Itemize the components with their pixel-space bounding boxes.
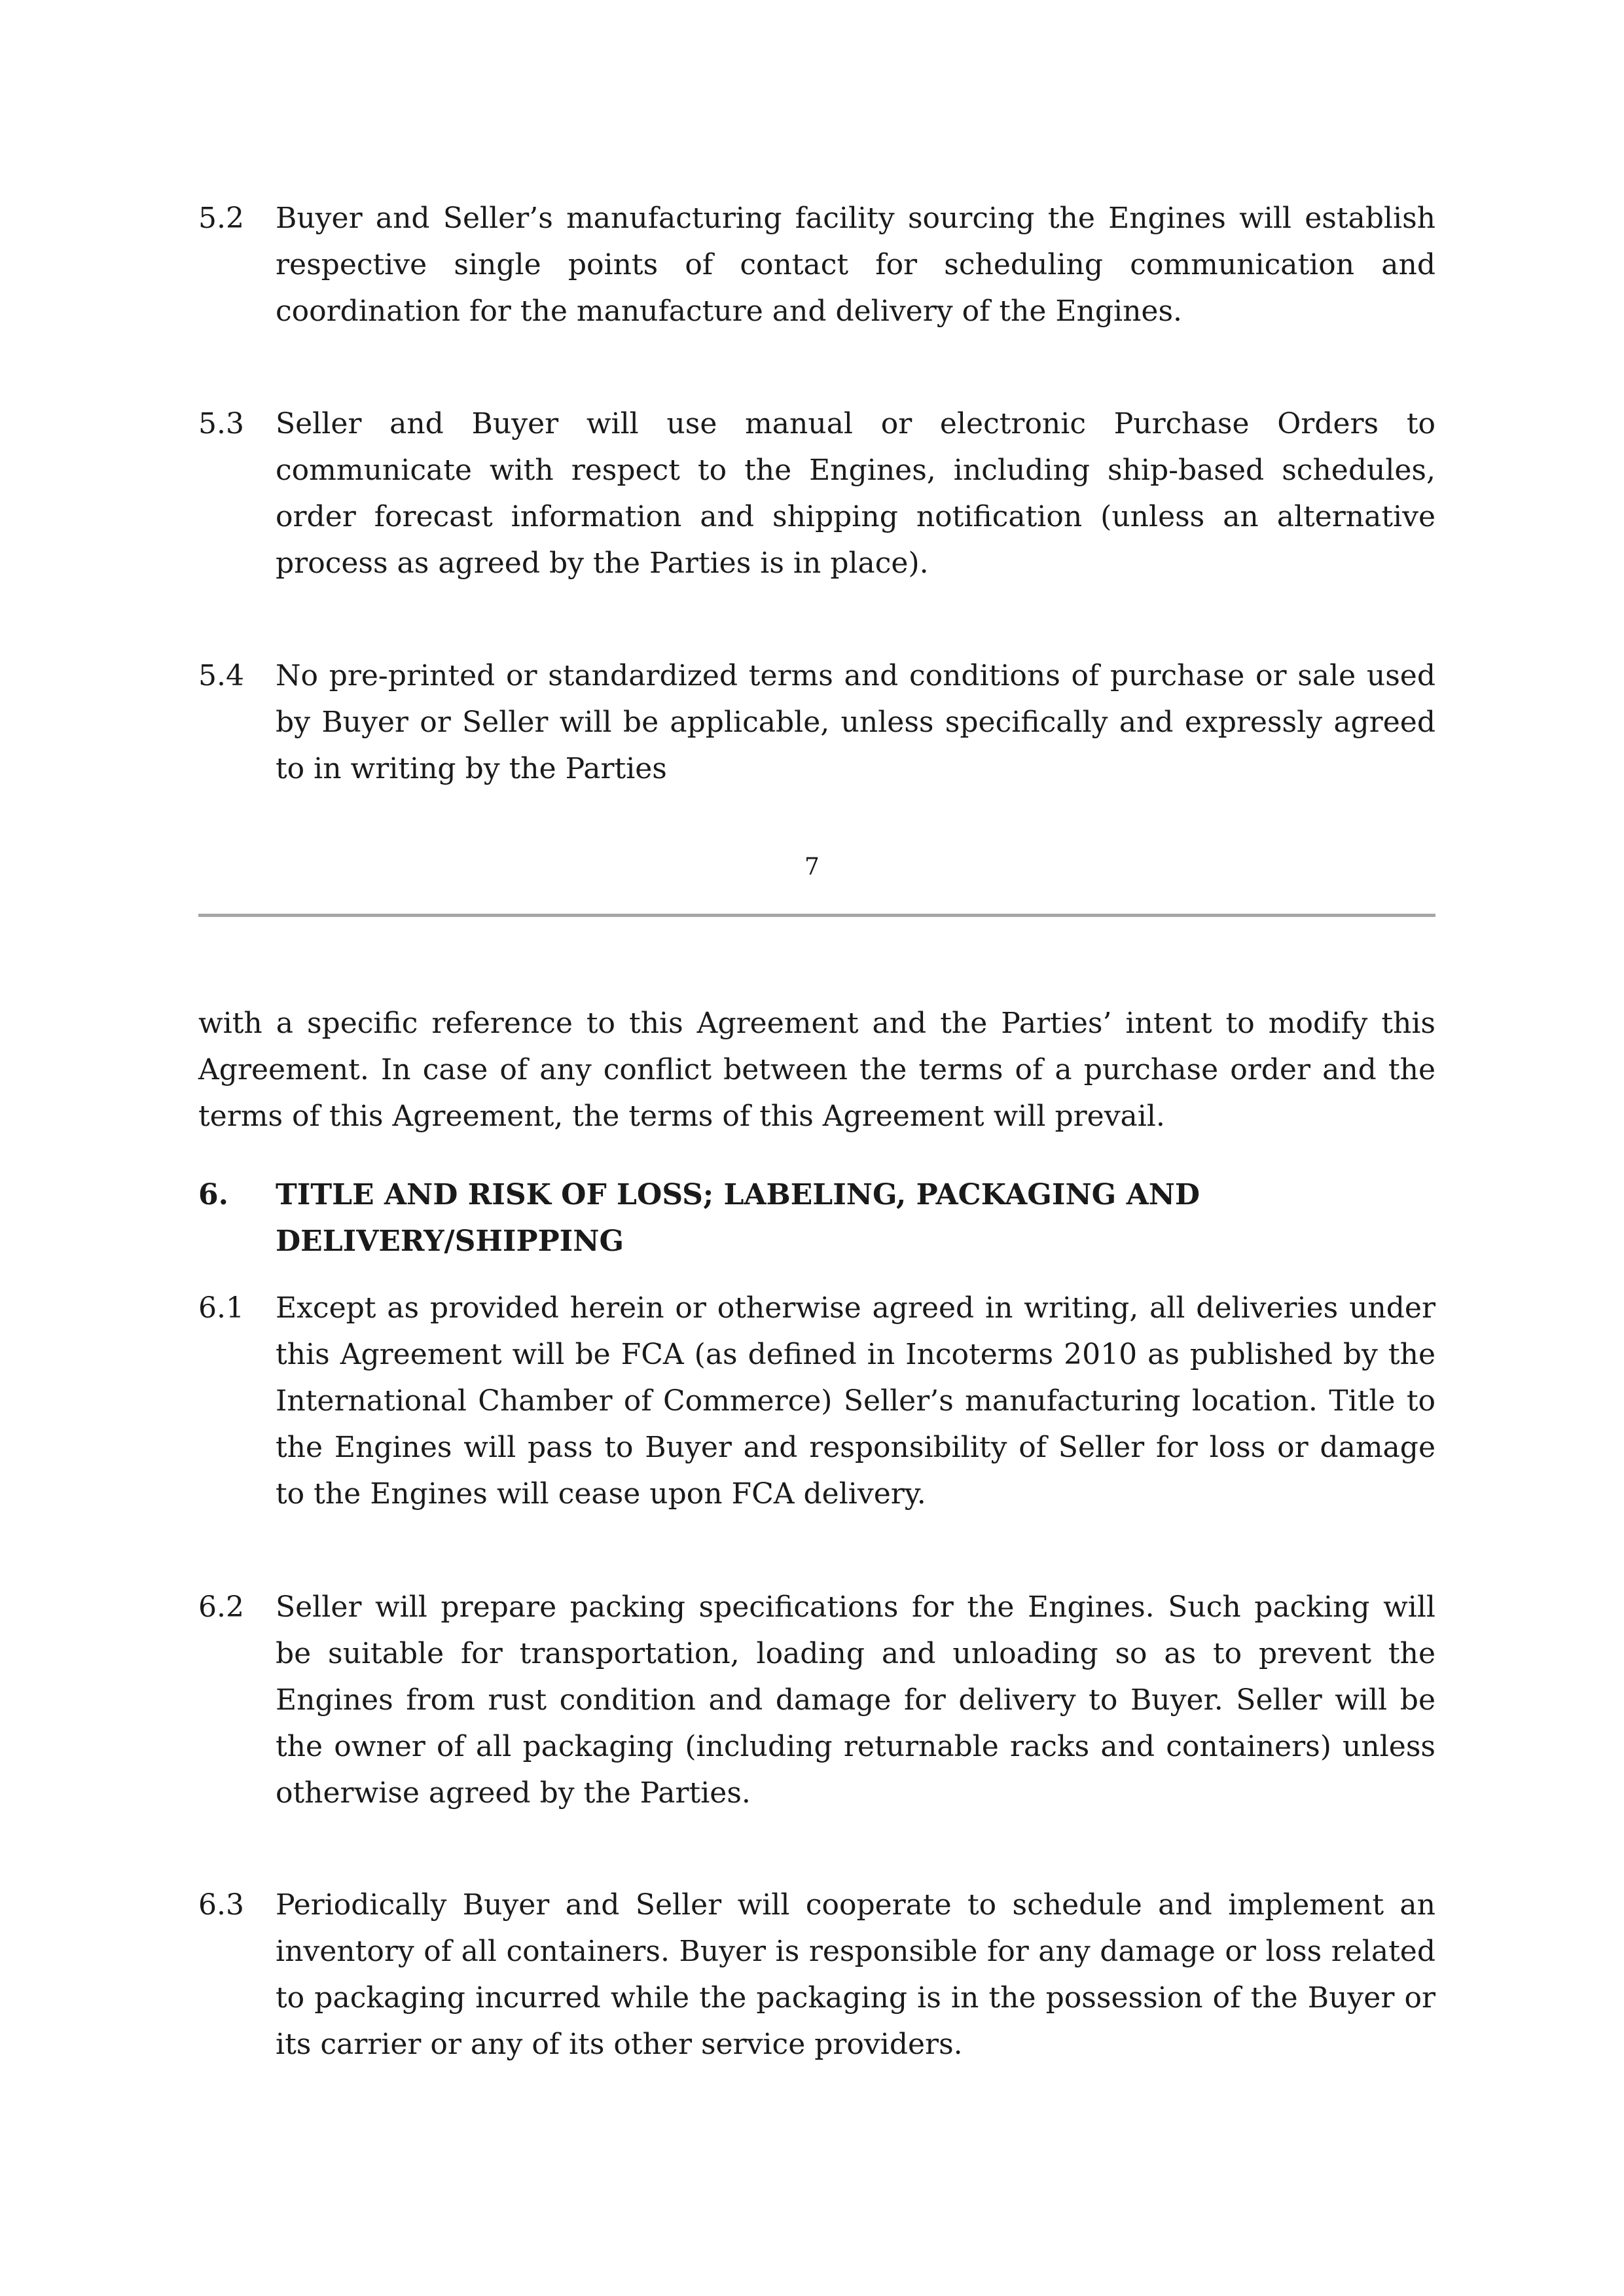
clause-6-3 [198,1882,1435,2068]
section-title: TITLE AND RISK OF LOSS; LABELING, PACKAGING AND DELIVERY/SHIPPING [276,1178,1200,1258]
clause-5-2 [198,195,1435,334]
continuation-paragraph: with a specific reference to this Agreement and the Parties’ intent to modify this Agreement. In case of any conflict between the terms of a purchase order and the terms of this Agreement, the terms of this Agreement will prevail. [198,1007,1435,1133]
clause-text: No pre-printed or standardized terms and conditions of purchase or sale used by Buyer or Seller will be applicable, unless specifically and expressly agreed to in writing by the Parties [276,659,1435,785]
clause-number: 6.2 [198,1590,244,1624]
clause-text: Seller and Buyer will use manual or electronic Purchase Orders to communicate with respect to the Engines, including ship-based schedules, order forecast information and shipping notification (unless an alternative process as agreed by the Parties is in place). [276,407,1435,580]
clause-number: 6.3 [198,1888,244,1922]
clause-text: Except as provided herein or otherwise agreed in writing, all deliveries under this Agreement will be FCA (as defined in Incoterms 2010 as published by the International Chamber of Commerce) Seller’s manufacturing location. Title to the Engines will pass to Buyer and responsibility of Seller for loss or damage to the Engines will cease upon FCA delivery. [276,1291,1435,1511]
clause-number: 5.3 [198,407,244,440]
section-number: 6. [198,1178,228,1211]
page-break-rule [198,914,1435,917]
clause-5-4 [198,653,1435,792]
clause-5-3 [198,401,1435,586]
clause-text: Seller will prepare packing specifications for the Engines. Such packing will be suitable for transportation, loading and unloading so as to prevent the Engines from rust condition and damage for delivery to Buyer. Seller will be the owner of all packaging (including returnable racks and containers) unless otherwise agreed by the Parties. [276,1590,1435,1810]
clause-6-1 [198,1285,1435,1517]
section-heading [198,1172,1435,1265]
clause-text: Buyer and Seller’s manufacturing facility sourcing the Engines will establish respective single points of contact for scheduling communication and coordination for the manufacture and delivery of the Engines. [276,202,1435,328]
clause-6-2 [198,1584,1435,1816]
page-number: 7 [804,853,820,880]
clause-text: Periodically Buyer and Seller will cooperate to schedule and implement an inventory of all containers. Buyer is responsible for any damage or loss related to packaging incurred while the packaging is in the possession of the Buyer or its carrier or any of its other service providers. [276,1888,1435,2061]
clause-number: 5.4 [198,659,244,692]
clause-number: 5.2 [198,202,244,235]
clause-number: 6.1 [198,1291,244,1325]
